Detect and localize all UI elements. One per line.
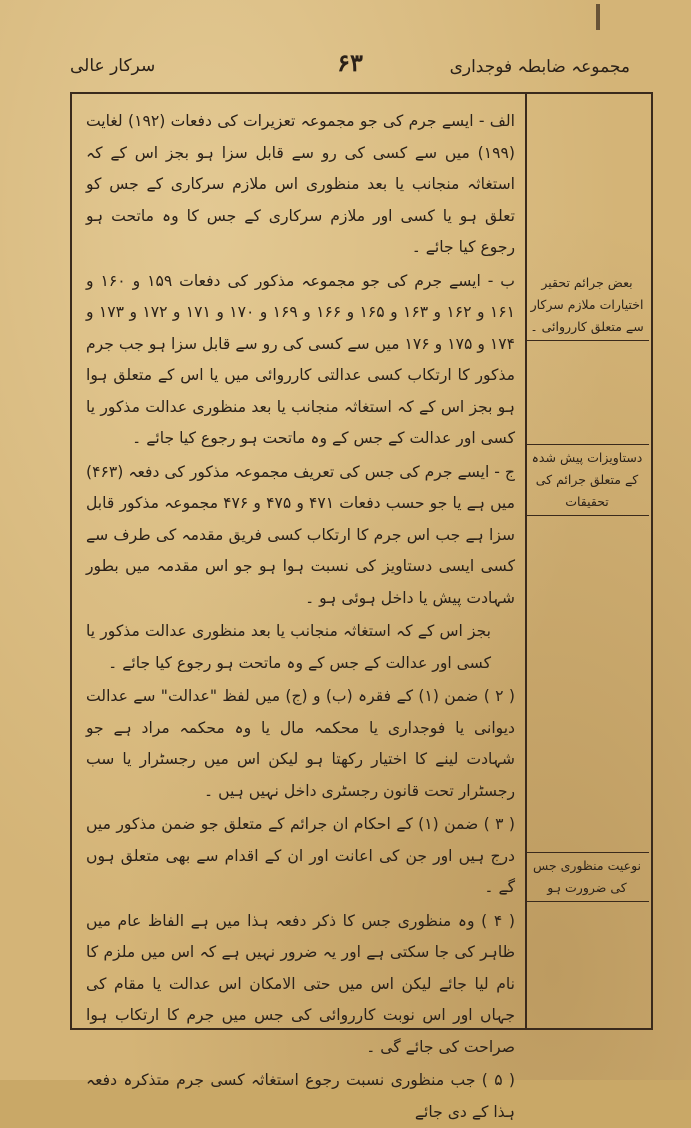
text-frame (70, 92, 653, 1121)
main-text-column (74, 94, 527, 1121)
subsection-4: ( ۴ ) وہ منظوری جس کا ذکر دفعہ ہذا میں ہے الفاظ عام میں ظاہر کی جا سکتی ہے اور یہ ضرور نہیں ہے کہ اس میں ملزم کا نام لیا جائے لیکن اس میں حتی الامکان اس عدالت یا مقام کی جہاں اور اس نوبت کارروائی کی جس میں جرم کا ارتکاب ہوا صراحت کی جائے گی ۔ (86, 911, 515, 1056)
subsection-3: ( ۳ ) ضمن (۱) کے احکام ان جرائم کے متعلق جو ضمن مذکور میں درج ہیں اور جن کی اعانت اور ان کے اقدام سے بھی متعلق ہوں گے ۔ (86, 815, 516, 896)
margin-note-sanction: نوعیت منظوری جس کی ضرورت ہو (525, 852, 649, 902)
page-header (70, 48, 630, 88)
clause-alif: الف - ایسے جرم کی جو مجموعہ تعزیرات کی دفعات (۱۹۲) لغایت (۱۹۹) میں سے کسی کی رو سے قابل سزا ہو بجز اس کے کہ استغاثہ منجانب یا بعد منظوری اس ملازم سرکاری کے جس کو تعلق ہو یا کسی اور ملازم سرکاری کے جس کا وہ ماتحت ہو رجوع کیا جائے ۔ (86, 112, 515, 256)
clause-jeem: ج - ایسے جرم کی جس کی تعریف مجموعہ مذکور کی دفعہ (۴۶۳) میں ہے یا جو حسب دفعات ۴۷۱ و ۴۷۵ و ۴۷۶ مجموعہ مذکور قابل سزا ہے جب اس جرم کا ارتکاب کسی فریق مقدمہ کی طرف سے کسی ایسی دستاویز کی نسبت ہوا ہو جو اس مقدمہ میں بطور شہادت پیش یا داخل ہوئی ہو ۔ (86, 462, 515, 607)
header-authority: سرکار عالی (70, 56, 156, 76)
clause-jeem-proviso: بجز اس کے کہ استغاثہ منجانب یا بعد منظوری عدالت مذکور یا کسی اور عدالت کے جس کے وہ ماتحت ہو رجوع کیا جائے ۔ (86, 622, 491, 672)
margin-note-contempt: بعض جرائم تحقیر اختیارات ملازم سرکار سے متعلق کارروائی ۔ (525, 270, 649, 341)
clause-be: ب - ایسے جرم کی جو مجموعہ مذکور کی دفعات ۱۵۹ و ۱۶۰ و ۱۶۱ و ۱۶۲ و ۱۶۳ و ۱۶۵ و ۱۶۶ و ۱۶۹ و ۱۷۰ و ۱۷۱ و ۱۷۲ و ۱۷۳ و ۱۷۴ و ۱۷۵ و ۱۷۶ میں سے کسی کی رو سے قابل سزا ہو جب جرم مذکور کا ارتکاب کسی عدالتی کارروائی میں یا اس کے متعلق ہوا ہو بجز اس کے کہ استغاثہ منجانب یا بعد منظوری عدالت مذکور یا کسی اور عدالت کے جس کے وہ ماتحت ہو رجوع کیا جائے ۔ (86, 271, 515, 447)
margin-note-documents: دستاویزات پیش شدہ کے متعلق جرائم کی تحقیقات (525, 444, 649, 516)
ink-mark (596, 4, 600, 30)
page-number: ۶۳ (337, 48, 363, 77)
subsection-5: ( ۵ ) جب منظوری نسبت رجوع استغاثہ کسی جرم متذکرہ دفعہ ہذا کے دی جائے (86, 1071, 515, 1121)
header-book-title: مجموعہ ضابطہ فوجداری (449, 57, 630, 77)
subsection-2: ( ۲ ) ضمن (۱) کے فقرہ (ب) و (ج) میں لفظ "عدالت" سے عدالت دیوانی یا فوجداری یا محکمہ مال یا وہ محکمہ مراد ہے جو شہادت لینے کا اختیار رکھتا ہو لیکن اس میں رجسٹرار یا سب رجسٹرار تحت قانون رجسٹری داخل نہیں ہیں ۔ (86, 687, 515, 800)
